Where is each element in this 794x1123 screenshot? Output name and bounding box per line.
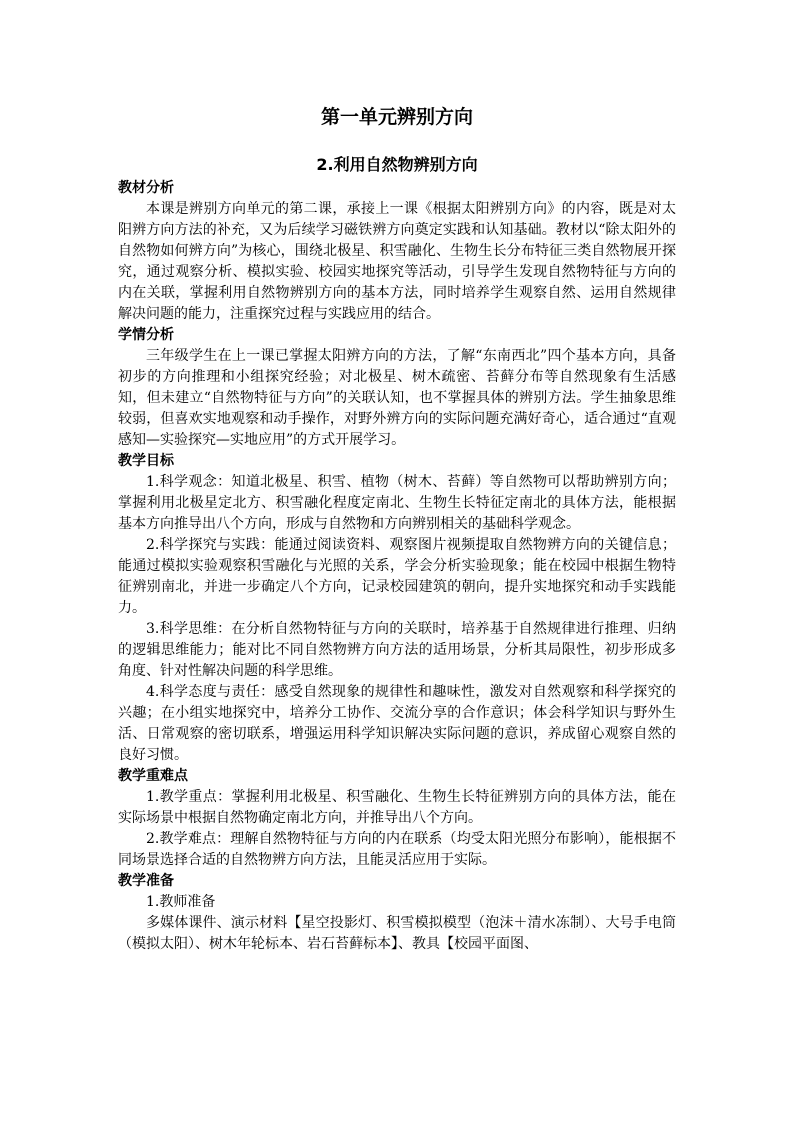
section-heading: 教学重难点 bbox=[118, 768, 188, 784]
section-textbook-analysis bbox=[118, 178, 676, 325]
lesson-title: 2.利用自然物辨别方向 bbox=[316, 155, 478, 174]
paragraph: 多媒体课件、演示材料【星空投影灯、积雪模拟模型（泡沫＋清水冻制）、大号手电筒（模拟太阳）、树木年轮标本、岩石苔藓标本】、教具【校园平面图、 bbox=[118, 915, 676, 952]
section-teaching-preparation bbox=[118, 871, 676, 955]
paragraph: 1.教师准备 bbox=[146, 894, 216, 910]
section-heading: 教学准备 bbox=[118, 873, 174, 889]
section-heading: 教材分析 bbox=[118, 180, 174, 196]
unit-title: 第一单元辨别方向 bbox=[320, 106, 473, 128]
section-heading: 教学目标 bbox=[118, 453, 174, 469]
section-teaching-objectives bbox=[118, 451, 676, 766]
paragraph: 2.科学探究与实践：能通过阅读资料、观察图片视频提取自然物辨方向的关键信息；能通过模拟实验观察积雪融化与光照的关系，学会分析实验现象；能在校园中根据生物特征辨别南北，并进一步确定八个方向，记录校园建筑的朝向，提升实地探究和动手实践能力。 bbox=[118, 537, 676, 616]
paragraph: 1.教学重点：掌握利用北极星、积雪融化、生物生长特征辨别方向的具体方法，能在实际场景中根据自然物确定南北方向，并推导出八个方向。 bbox=[118, 789, 676, 826]
paragraph: 3.科学思维：在分析自然物特征与方向的关联时，培养基于自然规律进行推理、归纳的逻辑思维能力；能对比不同自然物辨方向方法的适用场景，分析其局限性，初步形成多角度、针对性解决问题的科学思维。 bbox=[118, 621, 676, 679]
paragraph: 三年级学生在上一课已掌握太阳辨方向的方法，了解“东南西北”四个基本方向，具备初步的方向推理和小组探究经验；对北极星、树木疏密、苔藓分布等自然现象有生活感知，但未建立“自然物特征与方向”的关联认知，也不掌握具体的辨别方法。学生抽象思维较弱，但喜欢实地观察和动手操作，对野外辨方向的实际问题充满好奇心，适合通过“直观感知—实验探究—实地应用”的方式开展学习。 bbox=[118, 348, 676, 448]
paragraph: 4.科学态度与责任：感受自然现象的规律性和趣味性，激发对自然观察和科学探究的兴趣；在小组实地探究中，培养分工协作、交流分享的合作意识；体会科学知识与野外生活、日常观察的密切联系，增强运用科学知识解决实际问题的意识，养成留心观察自然的良好习惯。 bbox=[118, 684, 676, 763]
paragraph: 2.教学难点：理解自然物特征与方向的内在联系（均受太阳光照分布影响），能根据不同场景选择合适的自然物辨方向方法，且能灵活应用于实际。 bbox=[118, 831, 676, 868]
section-student-analysis bbox=[118, 325, 676, 451]
paragraph: 1.科学观念：知道北极星、积雪、植物（树木、苔藓）等自然物可以帮助辨别方向；掌握利用北极星定北方、积雪融化程度定南北、生物生长特征定南北的具体方法，能根据基本方向推导出八个方向，形成与自然物和方向辨别相关的基础科学观念。 bbox=[118, 474, 676, 532]
section-key-difficult-points bbox=[118, 766, 676, 871]
paragraph: 本课是辨别方向单元的第二课，承接上一课《根据太阳辨别方向》的内容，既是对太阳辨方向方法的补充，又为后续学习磁铁辨方向奠定实践和认知基础。教材以“除太阳外的自然物如何辨方向”为核心，围绕北极星、积雪融化、生物生长分布特征三类自然物展开探究，通过观察分析、模拟实验、校园实地探究等活动，引导学生发现自然物特征与方向的内在关联，掌握利用自然物辨别方向的基本方法，同时培养学生观察自然、运用自然规律解决问题的能力，注重探究过程与实践应用的结合。 bbox=[118, 201, 676, 322]
section-heading: 学情分析 bbox=[118, 327, 174, 343]
